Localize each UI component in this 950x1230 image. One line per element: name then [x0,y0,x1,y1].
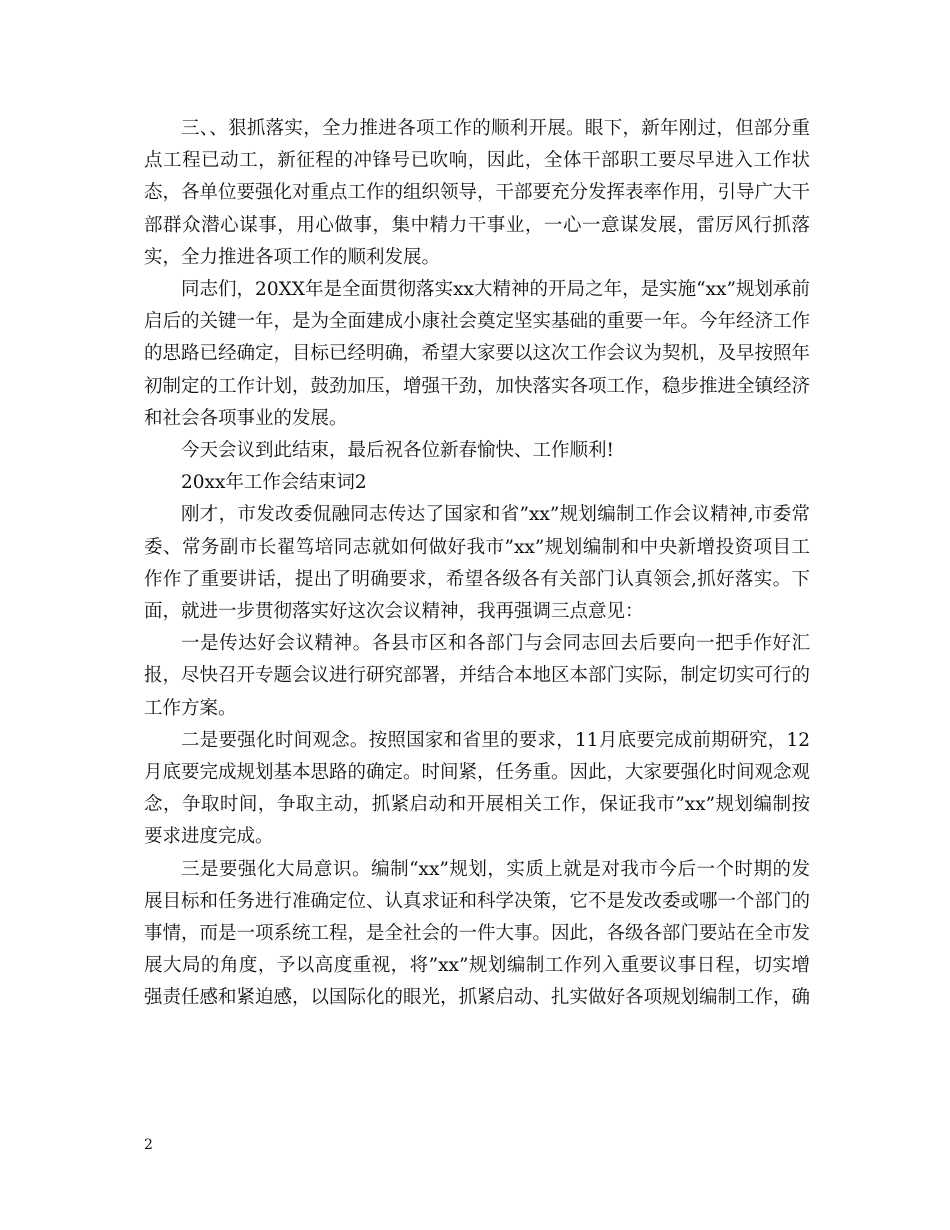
paragraph-3: 今天会议到此结束，最后祝各位新春愉快、工作顺利! [181,440,614,462]
paragraph-5: 一是传达好会议精神。各县市区和各部门与会同志回去后要向一把手作好汇报，尽快召开专题会议进行研究部署，并结合本地区本部门实际，制定切实可行的工作方案。 [144,633,811,719]
paragraph-2: 同志们，20XX年是全面贯彻落实xx大精神的开局之年，是实施“xx”规划承前启后的关键一年，是为全面建成小康社会奠定坚实基础的重要一年。今年经济工作的思路已经确定，目标已经明确，希望大家要以这次工作会议为契机，及早按照年初制定的工作计划，鼓劲加压，增强干劲，加快落实各项工作，稳步推进全镇经济和社会各项事业的发展。 [144,279,811,429]
document-body [144,113,810,1015]
paragraph-4: 刚才，市发改委侃融同志传达了国家和省”xx”规划编制工作会议精神,市委常委、常务副市长翟笃培同志就如何做好我市”xx”规划编制和中央新增投资项目工作作了重要讲话，提出了明确要求，希望各级各有关部门认真领会,抓好落实。下面，就进一步贯彻落实好这次会议精神，我再强调三点意见： [144,504,810,623]
paragraph-6: 二是要强化时间观念。按照国家和省里的要求，11月底要完成前期研究，12月底要完成规划基本思路的确定。时间紧，任务重。因此，大家要强化时间观念观念，争取时间，争取主动，抓紧启动和开展相关工作，保证我市”xx”规划编制按要求进度完成。 [144,729,811,848]
section-heading: 20xx年工作会结束词2 [181,472,367,494]
paragraph-7: 三是要强化大局意识。编制“xx”规划，实质上就是对我市今后一个时期的发展目标和任务进行准确定位、认真求证和科学决策，它不是发改委或哪一个部门的事情，而是一项系统工程，是全社会的一件大事。因此，各级各部门要站在全市发展大局的角度，予以高度重视，将”xx”规划编制工作列入重要议事日程，切实增强责任感和紧迫感，以国际化的眼光，抓紧启动、扎实做好各项规划编制工作，确 [144,858,811,1009]
page-number: 2 [144,1137,153,1153]
paragraph-1: 三、、狠抓落实，全力推进各项工作的顺利开展。眼下，新年刚过，但部分重点工程已动工，新征程的冲锋号已吹响，因此，全体干部职工要尽早进入工作状态，各单位要强化对重点工作的组织领导，干部要充分发挥表率作用，引导广大干部群众潜心谋事，用心做事，集中精力干事业，一心一意谋发展，雷厉风行抓落实，全力推进各项工作的顺利发展。 [144,118,811,268]
